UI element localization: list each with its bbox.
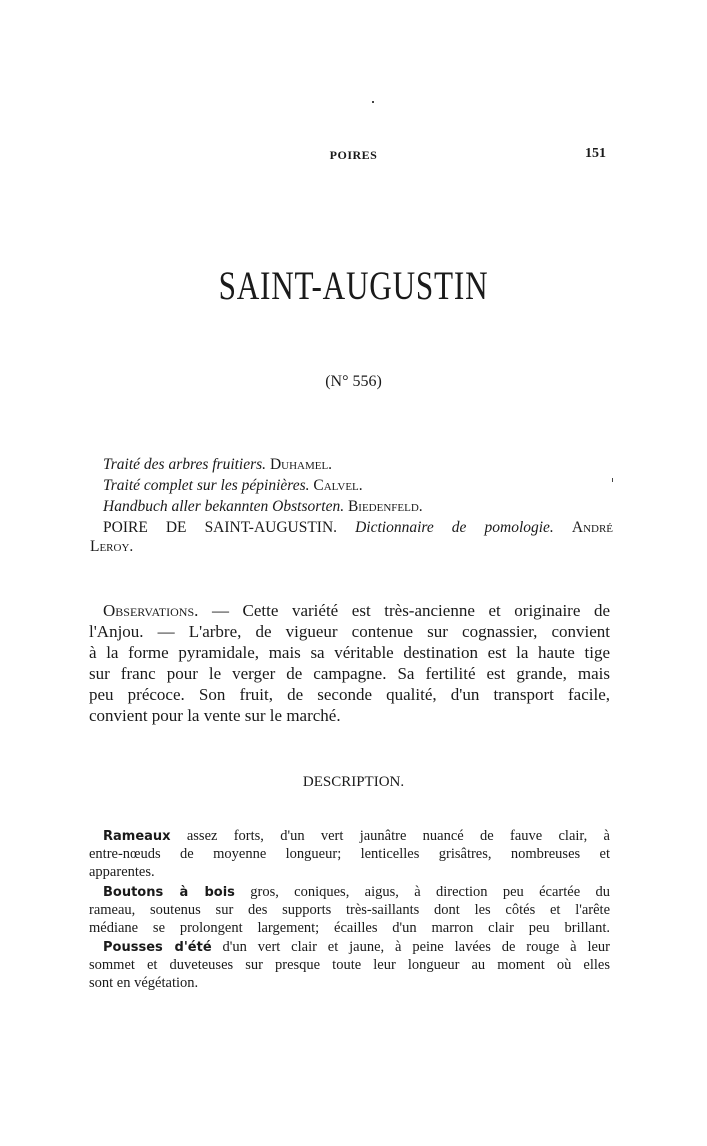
observation-line: l'Anjou. — L'arbre, de vigueur contenue sur cognassier, convient [89, 622, 610, 641]
description-term: Pousses d'été [103, 940, 212, 955]
reference: Handbuch aller bekannten Obstsorten. Biedenfeld. [103, 498, 423, 515]
speck [372, 101, 374, 103]
description-line: Boutons à bois gros, coniques, aigus, à direction peu écartée du [103, 884, 610, 900]
speck [612, 478, 613, 482]
description-term: Boutons à bois [103, 885, 235, 900]
description-line: Pousses d'été d'un vert clair et jaune, à peine lavées de rouge à leur [103, 939, 610, 955]
observations-label: Observations. [103, 601, 199, 620]
reference-continuation: Leroy. [90, 538, 134, 555]
description-term: Rameaux [103, 829, 171, 844]
reference: Traité des arbres fruitiers. Duhamel. [103, 456, 333, 473]
observation-line: à la forme pyramidale, mais sa véritable destination est la haute tige [89, 643, 610, 662]
description-line: sont en végétation. [89, 975, 199, 991]
description-line: rameau, soutenus sur des supports très-saillants dont les côtés et l'arête [89, 902, 610, 918]
description-line: entre-nœuds de moyenne longueur; lenticelles grisâtres, nombreuses et [89, 846, 610, 862]
reference: POIRE DE SAINT-AUGUSTIN. Dictionnaire de pomologie. André [103, 519, 614, 536]
page-number: 151 [585, 146, 606, 161]
observation-line: sur franc pour le verger de campagne. Sa fertilité est grande, mais [89, 664, 610, 683]
page-title: SAINT-AUGUSTIN [218, 263, 489, 308]
variety-number: (N° 556) [325, 373, 382, 390]
observation-line: peu précoce. Son fruit, de seconde qualité, d'un transport facile, [89, 685, 610, 704]
observation-line: Observations. — Cette variété est très-ancienne et originaire de [103, 601, 610, 620]
description-line: apparentes. [89, 864, 155, 880]
description-line: sommet et duveteuses sur presque toute leur longueur au moment où elles [89, 957, 610, 973]
observation-line: convient pour la vente sur le marché. [89, 706, 341, 725]
running-header: POIRES [329, 148, 378, 162]
description-line: Rameaux assez forts, d'un vert jaunâtre nuancé de fauve clair, à [103, 828, 610, 844]
description-heading: DESCRIPTION. [302, 774, 405, 790]
reference: Traité complet sur les pépinières. Calvel. [103, 477, 363, 494]
description-line: médiane se prolongent largement; écailles d'un marron clair peu brillant. [89, 920, 610, 936]
